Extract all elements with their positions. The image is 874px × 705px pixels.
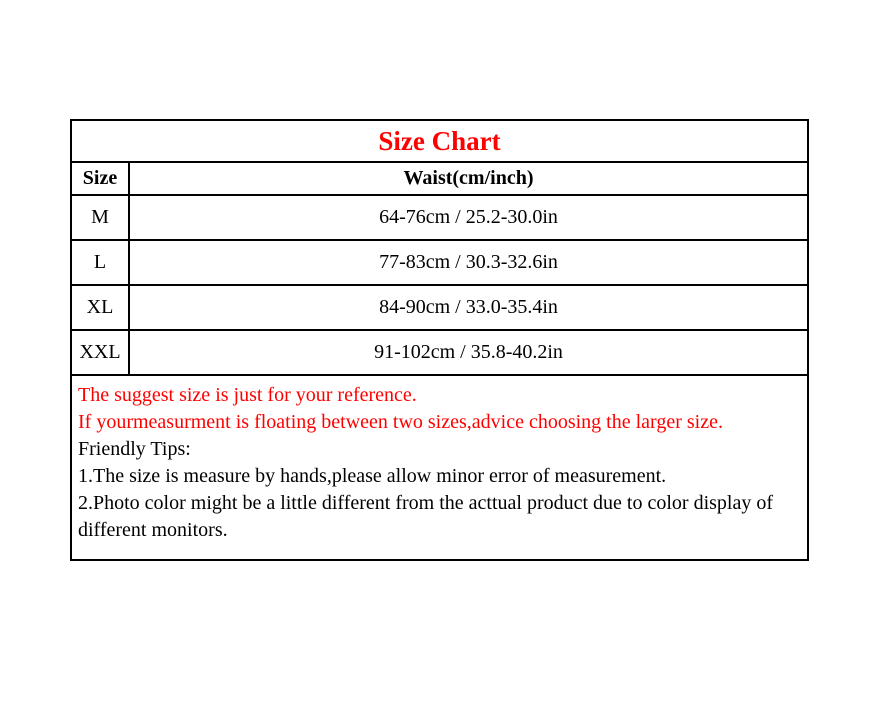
waist-cell: 91-102cm / 35.8-40.2in	[374, 341, 563, 363]
table-row	[72, 331, 807, 376]
table-row	[72, 196, 807, 241]
note-line: If yourmeasurment is floating between two sizes,advice choosing the larger size.	[78, 411, 723, 433]
table-body	[72, 196, 807, 376]
note-line: 2.Photo color might be a little different from the acttual product due to color display of different monitors.	[78, 492, 774, 541]
table-row	[72, 286, 807, 331]
note-line: The suggest size is just for your reference.	[78, 384, 417, 406]
notes-section	[72, 376, 807, 559]
size-cell: XXL	[72, 331, 130, 374]
waist-cell: 64-76cm / 25.2-30.0in	[379, 206, 558, 228]
waist-cell: 77-83cm / 30.3-32.6in	[379, 251, 558, 273]
column-header-waist: Waist(cm/inch)	[403, 167, 534, 189]
size-cell: XL	[72, 286, 130, 329]
table-header-row	[72, 163, 807, 196]
size-chart-table	[70, 119, 809, 561]
size-chart-title: Size Chart	[72, 121, 807, 163]
table-row	[72, 241, 807, 286]
size-cell: M	[72, 196, 130, 239]
note-line: 1.The size is measure by hands,please allow minor error of measurement.	[78, 465, 667, 487]
size-cell: L	[72, 241, 130, 284]
waist-cell: 84-90cm / 33.0-35.4in	[379, 296, 558, 318]
note-line: Friendly Tips:	[78, 438, 191, 460]
column-header-size: Size	[72, 163, 130, 194]
